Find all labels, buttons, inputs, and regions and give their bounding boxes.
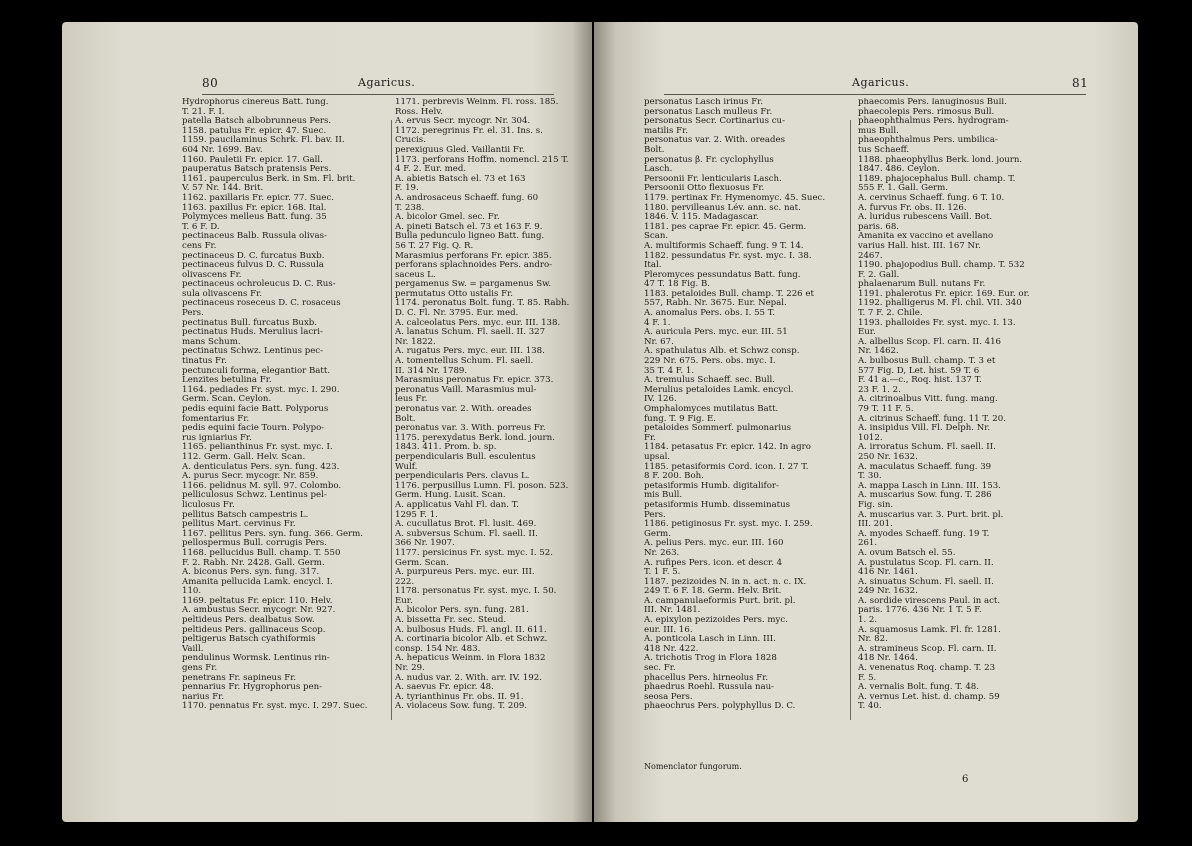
text-line: phaeophthalmus Pers. umbilica- xyxy=(858,135,998,146)
text-line: T. 1 F. 5. xyxy=(644,567,681,578)
text-line: mans Schum. xyxy=(182,336,241,347)
text-line: pennarius Fr. Hygrophorus pen- xyxy=(182,682,323,693)
text-line: A. ovum Batsch el. 55. xyxy=(858,547,956,558)
text-line: A. tremulus Schaeff. sec. Bull. xyxy=(644,375,775,386)
text-line: Pers. xyxy=(182,308,204,319)
text-line: A. violaceus Sow. fung. T. 209. xyxy=(395,701,528,712)
left-column-1 xyxy=(182,98,387,712)
header-rule-left xyxy=(202,94,554,95)
text-line: 418 Nr. 1464. xyxy=(858,653,918,664)
text-line: A. vernus Let. hist. d. champ. 59 xyxy=(858,691,1000,702)
text-line: 1168. pellucidus Bull. champ. T. 550 xyxy=(182,547,341,558)
text-line: A. spathulatus Alb. et Schwz consp. xyxy=(644,346,800,357)
text-line: Ital. xyxy=(644,260,662,271)
signature-mark: 6 xyxy=(962,774,969,785)
text-line: olivascens Fr. xyxy=(182,269,242,280)
left-column-2 xyxy=(395,98,573,712)
right-page xyxy=(594,22,1138,822)
text-line: A. maculatus Schaeff. fung. 39 xyxy=(858,461,992,472)
text-line: 1182. pessundatus Fr. syst. myc. I. 38. xyxy=(644,250,812,261)
text-line: pellitus Batsch campestris L. xyxy=(182,509,309,520)
text-line: Wulf. xyxy=(395,461,418,472)
text-line: personatus Lasch irinus Fr. xyxy=(644,98,764,107)
text-line: cens Fr. xyxy=(182,240,217,251)
text-line: T. 30. xyxy=(858,471,882,482)
text-line: pelliculosus Schwz. Lentinus pel- xyxy=(182,490,327,501)
text-line: 1173. perforans Hoffm. nomencl. 215 T. xyxy=(395,154,569,165)
text-line: Fr. xyxy=(644,432,656,443)
text-line: T. 6 F. D. xyxy=(182,221,220,232)
text-line: 1176. perpusillus Lumn. Fl. poson. 523. xyxy=(395,480,569,491)
text-line: A. tomentellus Schum. Fl. saell. xyxy=(395,356,534,367)
text-line: mis Bull. xyxy=(644,490,683,501)
text-line: A. ponticola Lasch in Linn. III. xyxy=(644,634,776,645)
text-line: Vaill. xyxy=(182,643,204,654)
text-line: 1846. V. 115. Madagascar. xyxy=(644,212,759,223)
text-line: Persoonii Otto flexuosus Fr. xyxy=(644,183,765,194)
text-line: A. rugatus Pers. myc. eur. III. 138. xyxy=(395,346,545,357)
text-line: Amanita pellucida Lamk. encycl. I. xyxy=(182,576,333,587)
text-line: A. purus Secr. mycogr. Nr. 859. xyxy=(182,471,319,482)
text-line: A. vernalis Bolt. fung. T. 48. xyxy=(858,682,979,693)
text-line: A. purpureus Pers. myc. eur. III. xyxy=(395,567,535,578)
text-line: pedis equini facie Batt. Polyporus xyxy=(182,404,329,414)
text-line: 1185. petasiformis Cord. icon. I. 27 T. xyxy=(644,461,809,472)
text-line: Germ. xyxy=(644,528,671,539)
text-line: pectinaceus Balb. Russula olivas- xyxy=(182,231,327,242)
text-line: A. bissetta Fr. sec. Steud. xyxy=(395,615,507,626)
text-line: A. biconus Pers. syn. fung. 317. xyxy=(182,567,320,578)
text-line: A. lanatus Schum. Fl. saell. II. 327 xyxy=(395,327,546,338)
text-line: narius Fr. xyxy=(182,691,225,702)
text-line: mus Bull. xyxy=(858,125,899,136)
text-line: F. 2. Gall. xyxy=(858,269,900,280)
text-line: 1170. pennatus Fr. syst. myc. I. 297. Suec. xyxy=(182,701,368,712)
text-line: phacellus Pers. hirneolus Fr. xyxy=(644,672,769,683)
text-line: phaeophthalmus Pers. hydrogram- xyxy=(858,116,1009,127)
text-line: A. pustulatus Scop. Fl. carn. II. xyxy=(858,557,994,568)
text-line: pectinaceus fulvus D. C. Russula xyxy=(182,260,324,271)
text-line: 2467. xyxy=(858,250,883,261)
text-line: 1184. petasatus Fr. epicr. 142. In agro xyxy=(644,442,811,453)
text-line: patella Batsch albobrunneus Pers. xyxy=(182,116,332,127)
text-line: 229 Nr. 675. Pers. obs. myc. I. xyxy=(644,356,776,367)
text-line: A. insipidus Vill. Fl. Delph. Nr. xyxy=(858,423,991,434)
text-line: A. bulbosus Huds. Fl. angl. II. 611. xyxy=(395,624,547,635)
text-line: II. 314 Nr. 1789. xyxy=(395,365,468,376)
text-line: V. 57 Nr. 144. Brit. xyxy=(182,183,264,194)
text-line: perexiguus Gled. Vaillantii Fr. xyxy=(395,144,525,155)
header-rule-right xyxy=(664,94,1086,95)
text-line: Polymyces melleus Batt. fung. 35 xyxy=(182,212,327,223)
text-line: T. 7 F. 2. Chile. xyxy=(858,308,923,319)
text-line: A. rufipes Pers. icon. et descr. 4 xyxy=(644,557,783,568)
text-line: Bolt. xyxy=(395,413,416,424)
text-line: pectinaceus D. C. furcatus Buxb. xyxy=(182,250,325,261)
text-line: A. pineti Batsch el. 73 et 163 F. 9. xyxy=(395,221,543,232)
text-line: Hydrophorus cinereus Batt. fung. xyxy=(182,98,329,107)
text-line: fung. T. 9 Fig. E. xyxy=(644,413,717,424)
text-line: pectinaceus ochroleucus D. C. Rus- xyxy=(182,279,336,290)
text-line: A. mappa Lasch in Linn. III. 153. xyxy=(858,480,1001,491)
text-line: 1843. 411. Prom. b. sp. xyxy=(395,442,497,453)
text-line: A. muscarius Sow. fung. T. 286 xyxy=(858,490,992,501)
text-line: Nr. 29. xyxy=(395,663,425,674)
text-line: seosa Pers. xyxy=(644,691,693,702)
text-line: 1189. phajocephalus Bull. champ. T. xyxy=(858,173,1016,184)
text-line: III. 201. xyxy=(858,519,893,530)
text-line: D. C. Fl. Nr. 3795. Eur. med. xyxy=(395,308,519,319)
text-line: 222. xyxy=(395,576,415,587)
text-line: 47 T. 18 Fig. B. xyxy=(644,279,710,290)
text-line: A. anomalus Pers. obs. I. 55 T. xyxy=(644,308,775,319)
text-line: Bolt. xyxy=(644,144,665,155)
text-line: phaeochrus Pers. polyphyllus D. C. xyxy=(644,701,796,712)
text-line: 1163. paxillus Fr. epicr. 168. Ital. xyxy=(182,202,327,213)
text-line: A. pelius Pers. myc. eur. III. 160 xyxy=(644,538,784,549)
text-line: perpendicularis Pers. clavus L. xyxy=(395,471,530,482)
text-line: A. cucullatus Brot. Fl. lusit. 469. xyxy=(395,519,537,530)
text-line: petasiformis Humb. digitalifor- xyxy=(644,480,779,491)
text-line: A. cervinus Schaeff. fung. 6 T. 10. xyxy=(858,192,1005,203)
text-line: 1167. pellitus Pers. syn. fung. 366. Germ. xyxy=(182,528,364,539)
text-line: F. 19. xyxy=(395,183,419,194)
text-line: A. sinuatus Schum. Fl. saell. II. xyxy=(858,576,994,587)
text-line: T. 21. F. I. xyxy=(182,106,225,117)
text-line: A. irroratus Schum. Fl. saell. II. xyxy=(858,442,996,453)
text-line: 1187. pezizoides N. in n. act. n. c. IX. xyxy=(644,576,807,587)
text-line: A. bulbosus Bull. champ. T. 3 et xyxy=(858,356,996,367)
text-line: Bulla pedunculo ligneo Batt. fung. xyxy=(395,231,545,242)
text-line: 1178. personatus Fr. syst. myc. I. 50. xyxy=(395,586,557,597)
text-line: phaecomis Pers. lanuginosus Bull. xyxy=(858,98,1007,107)
text-line: gens Fr. xyxy=(182,663,218,674)
column-divider-right xyxy=(850,120,851,720)
text-line: 1174. peronatus Bolt. fung. T. 85. Rabh. xyxy=(395,298,570,309)
text-line: phaedrus Roehl. Russula nau- xyxy=(644,682,775,693)
text-line: pectinatus Bull. furcatus Buxb. xyxy=(182,317,318,328)
text-line: personatus β. Fr. cyclophyllus xyxy=(644,154,774,165)
text-line: A. campanulaeformis Purt. brit. pl. xyxy=(644,595,796,606)
text-line: Eur. xyxy=(395,595,413,606)
text-line: personatus Lasch mulleus Fr. xyxy=(644,106,773,117)
text-line: fomentarius Fr. xyxy=(182,413,250,424)
text-line: A. luridus rubescens Vaill. Bot. xyxy=(858,212,993,223)
text-line: Scan. xyxy=(644,231,669,242)
text-line: A. myodes Schaeff. fung. 19 T. xyxy=(858,528,990,539)
text-line: A. furvus Fr. obs. II. 126. xyxy=(858,202,967,213)
right-column-2 xyxy=(858,98,1078,712)
text-line: 4 F. 1. xyxy=(644,317,671,328)
text-line: perforans splachnoides Pers. andro- xyxy=(395,260,553,271)
text-line: 1190. phajopodius Bull. champ. T. 532 xyxy=(858,260,1025,271)
text-line: F. 5. xyxy=(858,672,877,683)
text-line: rus igniarius Fr. xyxy=(182,432,252,443)
text-line: saceus L. xyxy=(395,269,436,280)
text-line: Marasmius perforans Fr. epicr. 385. xyxy=(395,250,552,261)
text-line: eur. III. 16. xyxy=(644,624,693,635)
text-line: 1161. pauperculus Berk. in Sm. Fl. brit. xyxy=(182,173,356,184)
text-line: peronatus var. 3. With. porreus Fr. xyxy=(395,423,546,434)
text-line: 1. 2. xyxy=(858,615,878,626)
right-column-1 xyxy=(644,98,846,712)
text-line: A. stramineus Scop. Fl. carn. II. xyxy=(858,643,997,654)
text-line: 1186. petiginosus Fr. syst. myc. I. 259. xyxy=(644,519,813,530)
text-line: T. 238. xyxy=(395,202,425,213)
text-line: A. trichotis Trog in Flora 1828 xyxy=(644,653,777,664)
text-line: 1159. paucilaminus Schrk. Fl. bav. II. xyxy=(182,135,345,146)
text-line: pergamenus Sw. = pargamenus Sw. xyxy=(395,279,552,290)
text-line: peronatus var. 2. With. oreades xyxy=(395,404,532,414)
text-line: A. bicolor Pers. syn. fung. 281. xyxy=(395,605,529,616)
text-line: Germ. Scan. Ceylon. xyxy=(182,394,272,405)
text-line: A. auricula Pers. myc. eur. III. 51 xyxy=(644,327,788,338)
text-line: 1175. perexydatus Berk. lond. journ. xyxy=(395,432,555,443)
text-line: Pleromyces pessundatus Batt. fung. xyxy=(644,269,801,280)
text-line: A. denticulatus Pers. syn. fung. 423. xyxy=(182,461,340,472)
text-line: tinatus Fr. xyxy=(182,356,227,367)
text-line: 1181. pes caprae Fr. epicr. 45. Germ. xyxy=(644,221,807,232)
text-line: perpendicularis Bull. esculentus xyxy=(395,451,536,462)
left-page xyxy=(62,22,592,822)
text-line: 1169. peltatus Fr. epicr. 110. Helv. xyxy=(182,595,333,606)
text-line: A. androsaceus Schaeff. fung. 60 xyxy=(395,192,539,203)
text-line: A. cortinaria bicolor Alb. et Schwz. xyxy=(395,634,548,645)
text-line: petaloides Sommerf. pulmonarius xyxy=(644,423,792,434)
text-line: A. saevus Fr. epicr. 48. xyxy=(395,682,494,693)
text-line: permutatus Otto ustalis Fr. xyxy=(395,288,513,299)
text-line: A. bicolor Gmel. sec. Fr. xyxy=(395,212,500,223)
text-line: 1180. pervilleanus Lév. ann. sc. nat. xyxy=(644,202,801,213)
text-line: peltideus Pers. dealbatus Sow. xyxy=(182,615,315,626)
open-book xyxy=(62,22,1138,834)
text-line: pellitus Mart. cervinus Fr. xyxy=(182,519,296,530)
text-line: sula olivascens Fr. xyxy=(182,288,263,299)
text-line: 250 Nr. 1632. xyxy=(858,451,918,462)
text-line: 577 Fig. D, Let. hist. 59 T. 6 xyxy=(858,365,980,376)
text-line: 1179. pertinax Fr. Hymenomyc. 45. Suec. xyxy=(644,192,826,203)
text-line: 366 Nr. 1907. xyxy=(395,538,455,549)
text-line: 1193. phalloides Fr. syst. myc. I. 13. xyxy=(858,317,1016,328)
text-line: Fig. sin. xyxy=(858,499,894,510)
text-line: Lenzites betulina Fr. xyxy=(182,375,272,386)
text-line: 1164. pediades Fr. syst. myc. I. 290. xyxy=(182,384,340,395)
text-line: petasiformis Humb. disseminatus xyxy=(644,499,791,510)
text-line: A. abietis Batsch el. 73 et 163 xyxy=(395,173,526,184)
text-line: A. albellus Scop. Fl. carn. II. 416 xyxy=(858,336,1002,347)
column-divider-left xyxy=(391,120,392,720)
text-line: 110. xyxy=(182,586,202,597)
text-line: T. 40. xyxy=(858,701,882,712)
text-line: peltigerus Batsch cyathiformis xyxy=(182,634,316,645)
text-line: pauperatus Batsch pratensis Pers. xyxy=(182,164,332,175)
text-line: personatus Secr. Cortinarius cu- xyxy=(644,116,785,127)
text-line: A. muscarius var. 3. Purt. brit. pl. xyxy=(858,509,1004,520)
text-line: varius Hall. hist. III. 167 Nr. xyxy=(858,240,981,251)
text-line: Nr. 1462. xyxy=(858,346,899,357)
text-line: A. multiformis Schaeff. fung. 9 T. 14. xyxy=(644,240,804,251)
text-line: 1172. peregrinus Fr. el. 31. Ins. s. xyxy=(395,125,543,136)
text-line: 23 F. 1. 2. xyxy=(858,384,901,395)
text-line: 261. xyxy=(858,538,878,549)
text-line: A. citrinus Schaeff. fung. 11 T. 20. xyxy=(858,413,1006,424)
text-line: sec. Fr. xyxy=(644,663,676,674)
text-line: A. ambustus Secr. mycogr. Nr. 927. xyxy=(182,605,336,616)
text-line: Omphalomyces mutilatus Batt. xyxy=(644,404,779,414)
text-line: A. calceolatus Pers. myc. eur. III. 138. xyxy=(395,317,561,328)
text-line: matilis Fr. xyxy=(644,125,688,136)
text-line: Merulius petaloides Lamk. encycl. xyxy=(644,384,794,395)
text-line: 8 F. 200. Boh. xyxy=(644,471,704,482)
text-line: peronatus Vaill. Marasmius mul- xyxy=(395,384,537,395)
page-number-right: 81 xyxy=(1072,76,1089,90)
text-line: leus Fr. xyxy=(395,394,428,405)
text-line: peltideus Pers. gallinaceus Scop. xyxy=(182,624,326,635)
text-line: 555 F. 1. Gall. Germ. xyxy=(858,183,949,194)
text-line: A. citrinoalbus Vitt. fung. mang. xyxy=(858,394,998,405)
text-line: A. subversus Schum. Fl. saell. II. xyxy=(395,528,538,539)
text-line: pectinatus Huds. Merulius lacri- xyxy=(182,327,323,338)
text-line: Nr. 263. xyxy=(644,547,680,558)
text-line: 1162. paxillaris Fr. epicr. 77. Suec. xyxy=(182,192,334,203)
text-line: A. tyrianthinus Fr. obs. II. 91. xyxy=(395,691,524,702)
text-line: consp. 154 Nr. 483. xyxy=(395,643,481,654)
text-line: 604 Nr. 1699. Bav. xyxy=(182,144,263,155)
text-line: phalaenarum Bull. nutans Fr. xyxy=(858,279,986,290)
text-line: pendulinus Wormsk. Lentinus rin- xyxy=(182,653,330,664)
text-line: 56 T. 27 Fig. Q. R. xyxy=(395,240,474,251)
text-line: Nr. 1822. xyxy=(395,336,436,347)
text-line: 1191. phalerotus Fr. epicr. 169. Eur. or. xyxy=(858,288,1030,299)
page-number-left: 80 xyxy=(202,76,219,90)
text-line: A. sordide virescens Paul. in act. xyxy=(858,595,1001,606)
text-line: 1171. perbrevis Weinm. Fl. ross. 185. xyxy=(395,98,559,107)
text-line: liculosus Fr. xyxy=(182,499,235,510)
text-line: Germ. Hung. Lusit. Scan. xyxy=(395,490,506,501)
text-line: IV. 126. xyxy=(644,394,677,405)
text-line: Eur. xyxy=(858,327,876,338)
text-line: Germ. Scan. xyxy=(395,557,449,568)
text-line: 1160. Pauletii Fr. epicr. 17. Gall. xyxy=(182,154,323,165)
text-line: Persoonii Fr. lenticularis Lasch. xyxy=(644,173,782,184)
text-line: 249 T. 6 F. 18. Germ. Helv. Brit. xyxy=(644,586,782,597)
text-line: 1177. persicinus Fr. syst. myc. I. 52. xyxy=(395,547,553,558)
text-line: A. applicatus Vahl Fl. dan. T. xyxy=(395,499,519,510)
text-line: A. hepaticus Weinm. in Flora 1832 xyxy=(395,653,546,664)
running-head-right: Agaricus. xyxy=(852,76,910,89)
text-line: 1847. 486. Ceylon. xyxy=(858,164,940,175)
text-line: pellospermus Bull. corrugis Pers. xyxy=(182,538,327,549)
text-line: Marasmius peronatus Fr. epicr. 373. xyxy=(395,375,554,386)
text-line: Pers. xyxy=(644,509,666,520)
text-line: Lasch. xyxy=(644,164,673,175)
text-line: personatus var. 2. With. oreades xyxy=(644,135,785,146)
text-line: penetrans Fr. sapineus Fr. xyxy=(182,672,297,683)
text-line: pectinaceus roseceus D. C. rosaceus xyxy=(182,298,341,309)
text-line: pectinatus Schwz. Lentinus pec- xyxy=(182,346,324,357)
text-line: phaecolepis Pers. rimosus Bull. xyxy=(858,106,995,117)
text-line: 79 T. 11 F. 5. xyxy=(858,404,914,414)
text-line: Nr. 82. xyxy=(858,634,888,645)
text-line: 1012. xyxy=(858,432,883,443)
text-line: Nr. 67. xyxy=(644,336,674,347)
text-line: 112. Germ. Gall. Helv. Scan. xyxy=(182,451,306,462)
text-line: Amanita ex vaccino et avellano xyxy=(858,231,994,242)
text-line: Crucis. xyxy=(395,135,426,146)
text-line: 1165. pelianthinus Fr. syst. myc. I. xyxy=(182,442,333,453)
text-line: 1158. patulus Fr. epicr. 47. Suec. xyxy=(182,125,327,136)
text-line: F. 41 a.—c., Roq. hist. 137 T. xyxy=(858,375,982,386)
text-line: 416 Nr. 1461. xyxy=(858,567,918,578)
footer-note: Nomenclator fungorum. xyxy=(644,762,742,771)
text-line: paris. 1776. 436 Nr. 1 T. 5 F. xyxy=(858,605,982,616)
text-line: 1192. phalligerus M. Fl. chil. VII. 340 xyxy=(858,298,1022,309)
text-line: A. epixylon pezizoides Pers. myc. xyxy=(644,615,788,626)
text-line: 35 T. 4 F. 1. xyxy=(644,365,695,376)
text-line: 1166. pelidnus M. syll. 97. Colombo. xyxy=(182,480,342,491)
running-head-left: Agaricus. xyxy=(358,76,416,89)
text-line: upsal. xyxy=(644,451,671,462)
text-line: A. ervus Secr. mycogr. Nr. 304. xyxy=(395,116,531,127)
text-line: Ross. Helv. xyxy=(395,106,443,117)
text-line: 418 Nr. 422. xyxy=(644,643,699,654)
text-line: paris. 68. xyxy=(858,221,900,232)
text-line: A. nudus var. 2. With. arr. IV. 192. xyxy=(395,672,542,683)
text-line: 557, Rabh. Nr. 3675. Eur. Nepal. xyxy=(644,298,787,309)
text-line: pedis equini facie Tourn. Polypo- xyxy=(182,423,325,434)
text-line: A. venenatus Roq. champ. T. 23 xyxy=(858,663,996,674)
text-line: 249 Nr. 1632. xyxy=(858,586,918,597)
text-line: 4 F. 2. Eur. med. xyxy=(395,164,467,175)
text-line: 1188. phaeophyllus Berk. lond. journ. xyxy=(858,154,1023,165)
text-line: 1295 F. 1. xyxy=(395,509,438,520)
text-line: pectunculi forma, elegantior Batt. xyxy=(182,365,331,376)
text-line: F. 2. Rabh. Nr. 2428. Gall. Germ. xyxy=(182,557,325,568)
text-line: tus Schaeff. xyxy=(858,144,910,155)
text-line: A. squamosus Lamk. Fl. fr. 1281. xyxy=(858,624,1001,635)
text-line: III. Nr. 1481. xyxy=(644,605,701,616)
text-line: 1183. petaloides Bull. champ. T. 226 et xyxy=(644,288,814,299)
